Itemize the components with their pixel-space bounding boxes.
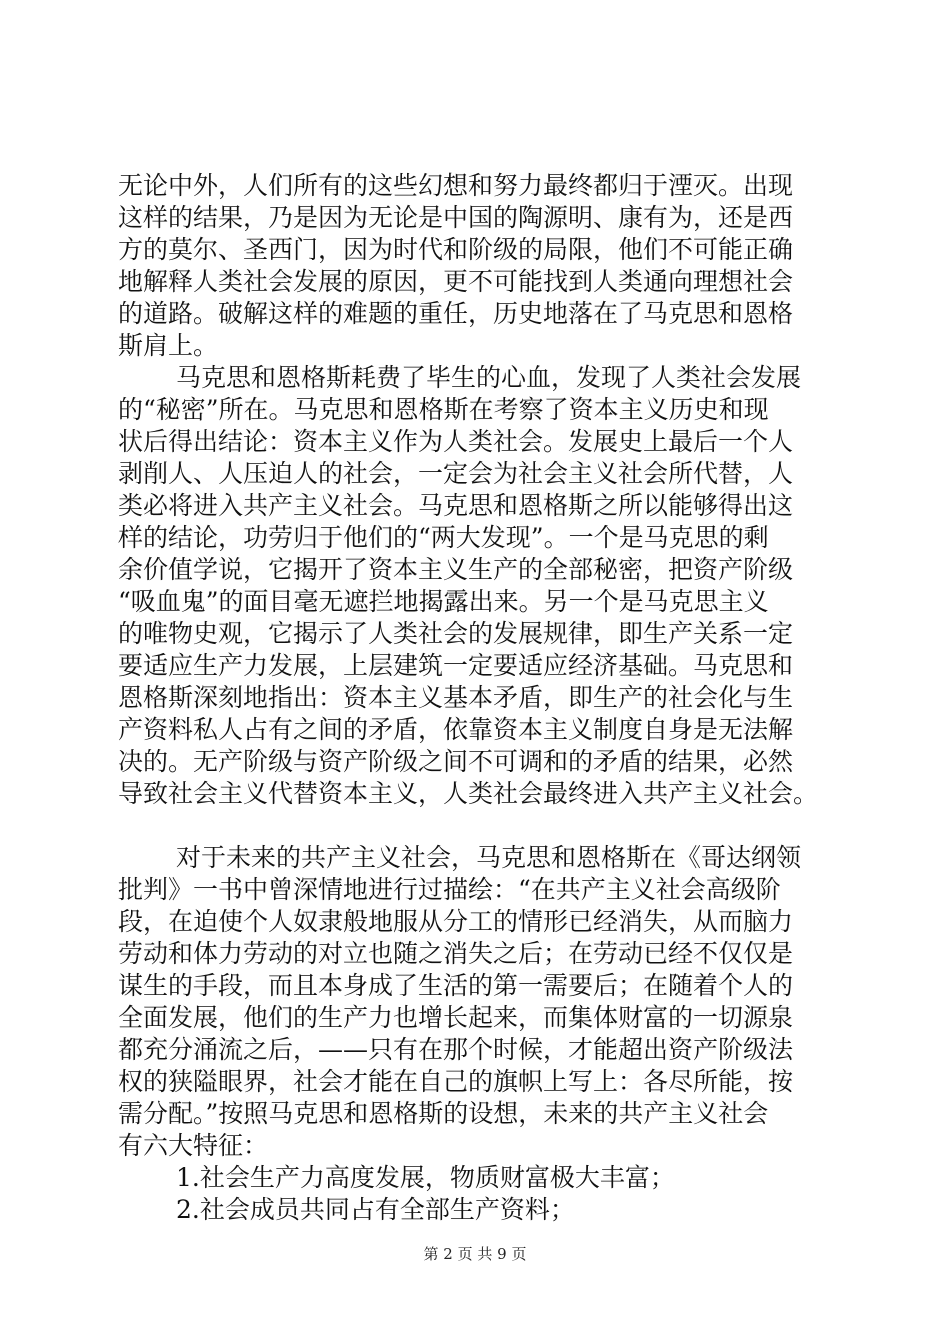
text-line: 段，在迫使个人奴隶般地服从分工的情形已经消失，从而脑力 (118, 907, 794, 936)
text-line: 状后得出结论：资本主义作为人类社会。发展史上最后一个人 (118, 427, 794, 456)
text-line: 的“秘密”所在。马克思和恩格斯在考察了资本主义历史和现 (118, 395, 769, 424)
text-line: 的唯物史观，它揭示了人类社会的发展规律，即生产关系一定 (118, 619, 794, 648)
text-line: 地解释人类社会发展的原因，更不可能找到人类通向理想社会 (118, 267, 794, 296)
text-line: 产资料私人占有之间的矛盾，依靠资本主义制度自身是无法解 (118, 715, 794, 744)
text-line: 样的结论，功劳归于他们的“两大发现”。一个是马克思的剩 (118, 523, 769, 552)
list-item: 1.社会生产力高度发展，物质财富极大丰富； (176, 1163, 675, 1192)
text-line: 导致社会主义代替资本主义，人类社会最终进入共产主义社会。 (118, 779, 819, 808)
text-line: 剥削人、人压迫人的社会，一定会为社会主义社会所代替，人 (118, 459, 794, 488)
page-footer: 第 2 页 共 9 页 (423, 1245, 527, 1263)
text-line: 决的。无产阶级与资产阶级之间不可调和的矛盾的结果，必然 (118, 747, 794, 776)
text-line: 恩格斯深刻地指出：资本主义基本矛盾，即生产的社会化与生 (118, 683, 794, 712)
text-line: 都充分涌流之后，——只有在那个时候，才能超出资产阶级法 (118, 1035, 794, 1064)
blank-line (118, 810, 848, 842)
document-body (118, 170, 848, 1226)
text-line: 方的莫尔、圣西门，因为时代和阶级的局限，他们不可能正确 (118, 235, 794, 264)
text-line: “吸血鬼”的面目毫无遮拦地揭露出来。另一个是马克思主义 (118, 587, 769, 616)
text-line: 需分配。”按照马克思和恩格斯的设想，未来的共产主义社会 (118, 1099, 769, 1128)
text-line: 对于未来的共产主义社会，马克思和恩格斯在《哥达纲领 (176, 843, 802, 872)
text-line: 批判》一书中曾深情地进行过描绘：“在共产主义社会高级阶 (118, 875, 781, 904)
text-line: 这样的结果，乃是因为无论是中国的陶源明、康有为，还是西 (118, 203, 794, 232)
text-line: 的道路。破解这样的难题的重任，历史地落在了马克思和恩格 (118, 299, 794, 328)
text-line: 权的狭隘眼界，社会才能在自己的旗帜上写上：各尽所能，按 (118, 1067, 794, 1096)
text-line: 余价值学说，它揭开了资本主义生产的全部秘密，把资产阶级 (118, 555, 794, 584)
text-line: 马克思和恩格斯耗费了毕生的心血，发现了人类社会发展 (176, 363, 802, 392)
text-line: 全面发展，他们的生产力也增长起来，而集体财富的一切源泉 (118, 1003, 794, 1032)
text-line: 谋生的手段，而且本身成了生活的第一需要后；在随着个人的 (118, 971, 794, 1000)
text-line: 无论中外，人们所有的这些幻想和努力最终都归于湮灭。出现 (118, 171, 794, 200)
text-line: 要适应生产力发展，上层建筑一定要适应经济基础。马克思和 (118, 651, 794, 680)
text-line: 劳动和体力劳动的对立也随之消失之后；在劳动已经不仅仅是 (118, 939, 794, 968)
text-line: 斯肩上。 (118, 331, 219, 360)
text-line: 有六大特征： (118, 1131, 269, 1160)
list-item: 2.社会成员共同占有全部生产资料； (176, 1195, 575, 1224)
text-line: 类必将进入共产主义社会。马克思和恩格斯之所以能够得出这 (118, 491, 794, 520)
